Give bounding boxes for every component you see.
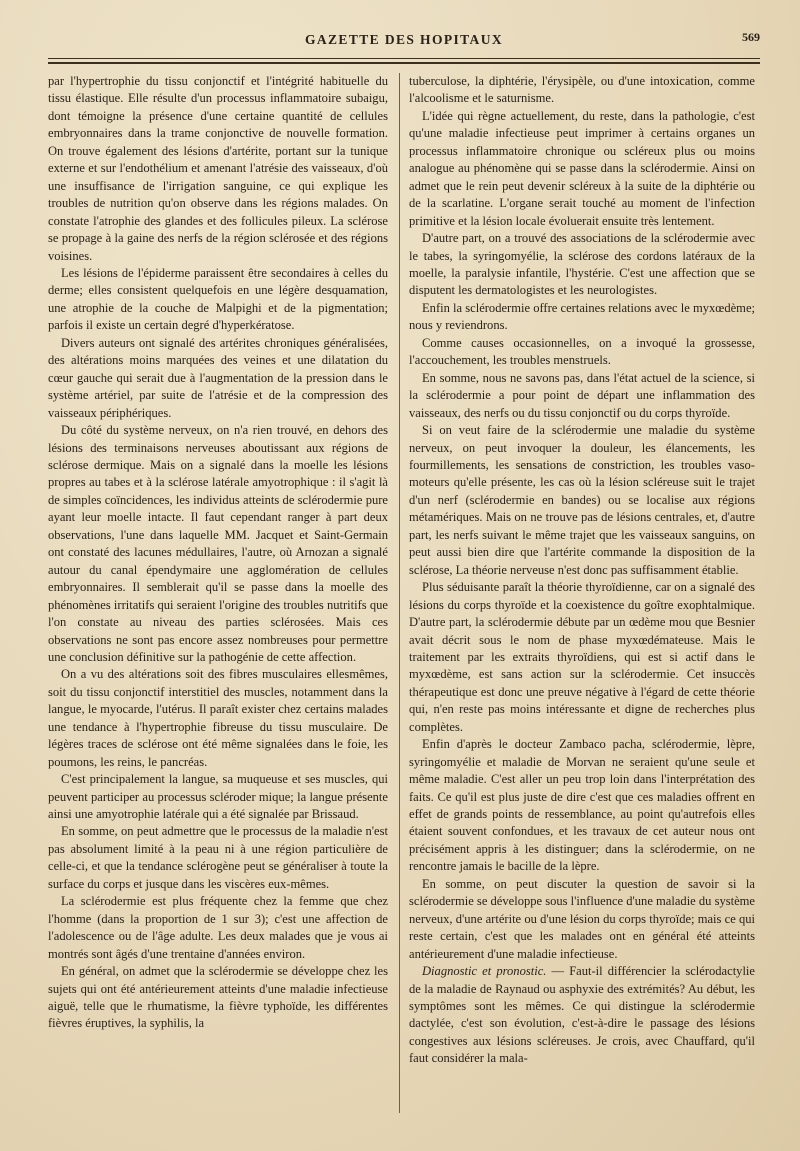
section-heading: Diagnostic et pronostic. bbox=[422, 964, 547, 979]
paragraph: En somme, nous ne savons pas, dans l'état actuel de la science, si la sclérodermie a pour point de départ une inflammation des vaisseaux, des nerfs ou du tissu conjonctif ou du corps thyroïde. bbox=[409, 370, 755, 420]
paragraph: Divers auteurs ont signalé des artérites chroniques généralisées, des altérations moins marquées des veines et une dilatation du cœur gauche qui serait due à l'augmentation de la pression dans le système artériel, par suite de l'atrésie et de la compression des vaisseaux périphériques. bbox=[48, 335, 388, 420]
paragraph: Enfin la sclérodermie offre certaines relations avec le myxœdème; nous y reviendrons. bbox=[409, 300, 755, 333]
paragraph: C'est principalement la langue, sa muqueuse et ses muscles, qui peuvent participer au processus scléroder mique; la langue présente ainsi une amyotrophie latérale qui a été signalée par Brissaud. bbox=[48, 772, 388, 822]
header-rule-thin bbox=[48, 58, 760, 59]
paragraph: Les lésions de l'épiderme paraissent être secondaires à celles du derme; elles consistent quelquefois en une légère desquamation, une atrophie de la couche de Malpighi et de la pigmentation; parfois il existe un certain degré d'hyperkératose. bbox=[48, 265, 388, 333]
page-number: 569 bbox=[742, 30, 760, 44]
paragraph: D'autre part, on a trouvé des associations de la sclérodermie avec le tabes, la syringomyélie, la sclérose des cordons latéraux de la moelle, la paralysie infantile, l'hystérie. C'est une affection que se disputent les dermatologistes et les neurologistes. bbox=[409, 231, 755, 298]
right-column bbox=[409, 73, 755, 1068]
header-rule-thick bbox=[48, 62, 760, 64]
journal-title: GAZETTE DES HOPITAUX bbox=[304, 32, 504, 47]
paragraph: En somme, on peut admettre que le processus de la maladie n'est pas absolument limité à la peau ni à une région particulière de celle-ci, et que la tendance sclérogène peut se généraliser à toute la surface du corps et jusque dans les viscères eux-mêmes. bbox=[48, 824, 388, 891]
diagnostic-paragraph bbox=[409, 963, 755, 1068]
paragraph: On a vu des altérations soit des fibres musculaires ellesmêmes, soit du tissu conjonctif interstitiel des muscles, notamment dans la langue, le myocarde, l'utérus. Il paraît exister chez certains malades une tendance à l'hypertrophie fibreuse du tissu musculaire. De légères traces de sclérose ont été même signalées dans le foie, les poumons, les reins, le pancréas. bbox=[48, 667, 388, 769]
column-divider bbox=[399, 73, 400, 1113]
paragraph: La sclérodermie est plus fréquente chez la femme que chez l'homme (dans la proportion de 1 sur 3); c'est une affection de l'adolescence ou de l'âge adulte. Les deux malades que je vous ai montrés sont âgés d'une trentaine d'années environ. bbox=[48, 894, 388, 961]
paragraph: tuberculose, la diphtérie, l'érysipèle, ou d'une intoxication, comme l'alcoolisme et le saturnisme. bbox=[409, 74, 755, 106]
paragraph: par l'hypertrophie du tissu conjonctif et l'intégrité habituelle du tissu élastique. Elle résulte d'un processus inflammatoire subaigu, dont témoigne la présence d'une certaine quantité de cellules embryonnaires dans la trame conjonctive de nouvelle formation. On trouve également des lésions d'artérite, portant sur la tunique externe et sur l'endothélium et amenant l'atrésie des vaisseaux, d'où une insuffisance de l'irrigation sanguine, ce qui explique les troubles de nutrition qu'on observe dans les régions malades. On constate l'atrophie des glandes et des follicules pileux. La sclérose se propage à la gaine des nerfs de la région sclérosée et des régions voisines. bbox=[48, 74, 388, 263]
paragraph: L'idée qui règne actuellement, du reste, dans la pathologie, c'est qu'une maladie infectieuse peut imprimer à certains organes un processus inflammatoire chronique ou scléreux plus ou moins analogue au phénomène qui se passe dans la sclérodermie. Ainsi on admet que le rein peut devenir scléreux à la suite de la diphtérie ou de la scarlatine. L'organe serait touché au moment de l'infection primitive et la lésion locale évoluerait ensuite très lentement. bbox=[409, 108, 755, 228]
paragraph: Plus séduisante paraît la théorie thyroïdienne, car on a signalé des lésions du corps thyroïde et la coexistence du goître exophtalmique. D'autre part, la sclérodermie débute par un œdème mou que Besnier avait décrit sous le nom de phase myxœdémateuse. Mais le traitement par les extraits thyroïdiens, qui est si actif dans le myxœdème, est sans action sur la sclérodermie. Cet insuccès thérapeutique est donc une preuve négative à l'égard de cette théorie qui, n'en reste pas moins intéressante et digne de recherches plus complètes. bbox=[409, 580, 755, 734]
paragraph: Si on veut faire de la sclérodermie une maladie du système nerveux, on peut invoquer la douleur, les élancements, les fourmillements, les sensations de constriction, les troubles vaso-moteurs qu'elle présente, les cas où la lésion scléreuse suit le trajet d'un nerf (sclérodermie en bandes) ou se localise aux régions métamériques. Mais on ne trouve pas de lésions centrales, et, d'autre part, les nerfs suivant le même trajet que les vaisseaux sanguins, on peut aussi bien dire que l'artérite commande la disposition de la sclérose, La théorie nerveuse n'est donc pas suffisamment établie. bbox=[409, 423, 755, 577]
paragraph: Du côté du système nerveux, on n'a rien trouvé, en dehors des lésions des terminaisons nerveuses aboutissant aux régions de sclérose dermique. Mais on a signalé dans la moelle les lésions propres au tabes et à la sclérose latérale amyotrophique : il s'agit là de simples coïncidences, les individus atteints de sclérodermie pure ayant leur moelle intacte. Il faut cependant ranger à part deux observations, l'une dans laquelle MM. Jacquet et Saint-Germain ont constaté des lacunes médullaires, l'autre, où Arnozan a signalé autour du canal épendymaire une agglomération de cellules embryonnaires. Il semblerait qu'il se passe dans la moelle des phénomènes irritatifs qui seraient l'origine des troubles nutritifs que l'on constate au niveau des parties sclérosées. Mais ces observations ne sont pas encore assez nombreuses pour permettre une conclusion définitive sur la pathogénie de cette affection. bbox=[48, 423, 388, 664]
paragraph: En général, on admet que la sclérodermie se développe chez les sujets qui ont été antérieurement atteints d'une maladie infectieuse aiguë, telle que le rhumatisme, la fièvre typhoïde, les différentes fièvres éruptives, la syphilis, la bbox=[48, 964, 388, 1031]
paragraph: Enfin d'après le docteur Zambaco pacha, sclérodermie, lèpre, syringomyélie et maladie de Morvan ne seraient qu'une seule et même maladie. C'est aller un peu trop loin dans l'interprétation des faits. Ce qu'il est plus juste de dire c'est que ces maladies offrent en effet de grands points de ressemblance, au point qu'autrefois elles étaient souvent confondues, et les travaux de cet auteur nous ont précisément appris à les distinguer; dans la sclérodermie, on ne rencontre jamais le bacille de la lèpre. bbox=[409, 737, 755, 874]
left-column bbox=[48, 73, 388, 1033]
section-text: — Faut-il différencier la sclérodactylie de la maladie de Raynaud ou asphyxie des extrémités? Au début, les symptômes sont les mêmes. Ce qui distingue la sclérodermie dactylée, c'est son évolution, c'est-à-dire le passage des lésions congestives aux lésions scléreuses. Je crois, avec Chauffard, qu'il faut considérer la mala- bbox=[409, 964, 755, 1066]
page-header bbox=[48, 30, 760, 52]
paragraph: Comme causes occasionnelles, on a invoqué la grossesse, l'accouchement, les troubles menstruels. bbox=[409, 335, 755, 368]
paragraph: En somme, on peut discuter la question de savoir si la sclérodermie se développe sous l'influence d'une maladie du système nerveux, d'une artérite ou d'une lésion du corps thyroïde; mais ce qui reste certain, c'est que les malades ont en général été atteints antérieurement d'une maladie infectieuse. bbox=[409, 876, 755, 961]
